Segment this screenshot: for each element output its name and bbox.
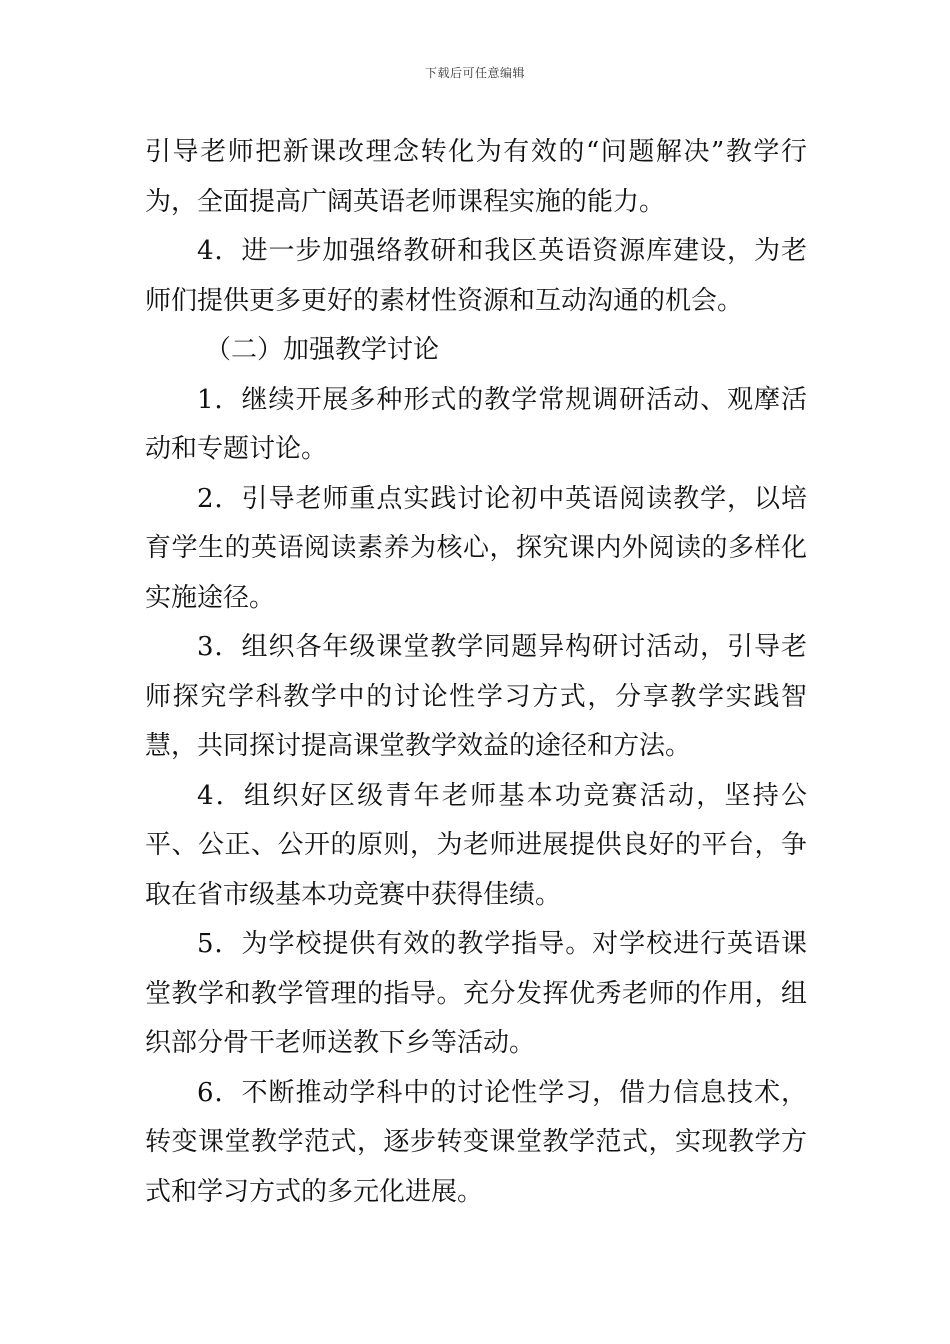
page-header-note: 下载后可任意编辑 (424, 66, 525, 80)
document-body (145, 128, 807, 1217)
paragraph-continuation: 引导老师把新课改理念转化为有效的“问题解决”教学行为，全面提高广阔英语老师课程实施的能力。 (145, 137, 807, 217)
paragraph-item-4: 4．组织好区级青年老师基本功竞赛活动，坚持公平、公正、公开的原则，为老师进展提供良好的平台，争取在省市级基本功竞赛中获得佳绩。 (145, 780, 807, 910)
paragraph-item-6: 6．不断推动学科中的讨论性学习，借力信息技术，转变课堂教学范式，逐步转变课堂教学范式，实现教学方式和学习方式的多元化进展。 (145, 1077, 807, 1207)
paragraph-item-2: 2．引导老师重点实践讨论初中英语阅读教学，以培育学生的英语阅读素养为核心，探究课内外阅读的多样化实施途径。 (145, 483, 807, 613)
paragraph-item-1: 1．继续开展多种形式的教学常规调研活动、观摩活动和专题讨论。 (145, 384, 807, 464)
paragraph-item-4-network: 4．进一步加强络教研和我区英语资源库建设，为老师们提供更多更好的素材性资源和互动沟通的机会。 (145, 236, 807, 316)
section-heading: （二）加强教学讨论 (205, 335, 440, 365)
paragraph-item-5: 5．为学校提供有效的教学指导。对学校进行英语课堂教学和教学管理的指导。充分发挥优秀老师的作用，组织部分骨干老师送教下乡等活动。 (145, 929, 807, 1058)
paragraph-item-3: 3．组织各年级课堂教学同题异构研讨活动，引导老师探究学科教学中的讨论性学习方式，分享教学实践智慧，共同探讨提高课堂教学效益的途径和方法。 (145, 632, 807, 761)
